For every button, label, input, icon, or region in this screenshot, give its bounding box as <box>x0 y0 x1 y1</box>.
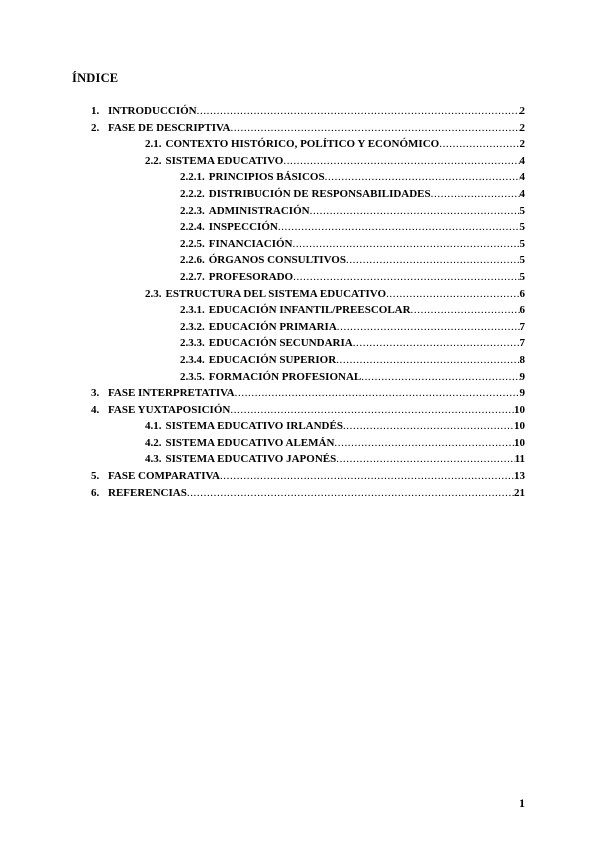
toc-entry-number: 2.3.4. <box>180 353 205 366</box>
toc-entry-title: CONTEXTO HISTÓRICO, POLÍTICO Y ECONÓMICO <box>165 138 440 151</box>
toc-entry[interactable] <box>0 186 600 203</box>
toc-dot-leader <box>431 186 520 203</box>
toc-entry-title: EDUCACIÓN SUPERIOR <box>208 353 337 366</box>
toc-entry[interactable] <box>0 203 600 220</box>
toc-entry-page: 10 <box>514 403 525 416</box>
toc-dot-leader <box>292 236 519 253</box>
toc-dot-leader <box>278 219 520 236</box>
toc-entry-page: 6 <box>519 304 525 317</box>
toc-entry-number: 2.2.7. <box>180 270 205 283</box>
toc-entry[interactable] <box>0 236 600 253</box>
toc-entry-page: 10 <box>514 420 525 433</box>
toc-entry[interactable] <box>0 286 600 303</box>
toc-entry-page: 4 <box>519 154 525 167</box>
toc-entry-page: 5 <box>519 237 525 250</box>
toc-dot-leader <box>220 468 514 485</box>
toc-dot-leader <box>337 319 520 336</box>
toc-entry-page: 21 <box>514 486 525 499</box>
toc-entry-number: 2.1. <box>145 138 162 151</box>
toc-entry[interactable] <box>0 485 600 502</box>
toc-entry[interactable] <box>0 120 600 137</box>
toc-entry-page: 5 <box>519 221 525 234</box>
toc-entry-number: 2.2.1. <box>180 171 205 184</box>
toc-entry[interactable] <box>0 219 600 236</box>
toc-entry-number: 2.2.3. <box>180 204 205 217</box>
toc-entry-number: 1. <box>91 105 100 117</box>
toc-entry-page: 9 <box>519 370 525 383</box>
toc-entry-number: 2.3.3. <box>180 337 205 350</box>
toc-entry[interactable] <box>0 369 600 386</box>
toc-entry-title: PROFESORADO <box>208 270 294 283</box>
toc-entry-number: 2.2.2. <box>180 187 205 200</box>
toc-entry-title: EDUCACIÓN SECUNDARIA <box>208 337 353 350</box>
toc-entry-number: 2.2.6. <box>180 254 205 267</box>
toc-entry-title: FASE COMPARATIVA <box>108 470 220 483</box>
toc-entry[interactable] <box>0 252 600 269</box>
toc-entry-title: DISTRIBUCIÓN DE RESPONSABILIDADES <box>208 187 431 200</box>
toc-entry[interactable] <box>0 451 600 468</box>
toc-entry-number: 3. <box>91 387 100 400</box>
toc-dot-leader <box>439 136 519 153</box>
toc-heading: ÍNDICE <box>72 71 119 85</box>
toc-entry-number: 2.2.4. <box>180 221 205 234</box>
toc-entry-title: EDUCACIÓN INFANTIL/PREESCOLAR <box>208 304 411 317</box>
toc-dot-leader <box>310 203 520 220</box>
toc-entry-title: REFERENCIAS <box>108 486 187 499</box>
toc-entry[interactable] <box>0 169 600 186</box>
toc-dot-leader <box>230 402 514 419</box>
toc-entry-number: 6. <box>91 486 100 499</box>
toc-entry[interactable] <box>0 468 600 485</box>
toc-entry-number: 4.3. <box>145 453 162 466</box>
toc-entry-page: 11 <box>514 453 525 466</box>
toc-entry-number: 4.2. <box>145 436 162 449</box>
page-number: 1 <box>519 796 525 810</box>
toc-entry-page: 7 <box>519 337 525 350</box>
toc-dot-leader <box>334 435 514 452</box>
toc-entry-number: 4. <box>91 403 100 416</box>
toc-entry-title: INTRODUCCIÓN <box>108 105 197 117</box>
toc-entry-title: FASE DE DESCRIPTIVA <box>108 121 231 134</box>
toc-entry-number: 4.1. <box>145 420 162 433</box>
toc-entry[interactable] <box>0 103 600 120</box>
toc-entry[interactable] <box>0 269 600 286</box>
toc-dot-leader <box>346 252 520 269</box>
toc-entry-page: 2 <box>519 121 525 134</box>
toc-dot-leader <box>336 352 519 369</box>
toc-entry-page: 7 <box>519 320 525 333</box>
toc-entry-number: 2. <box>91 121 100 134</box>
toc-dot-leader <box>283 153 519 170</box>
toc-entry-page: 5 <box>519 254 525 267</box>
toc-entry-title: FASE YUXTAPOSICIÓN <box>108 403 231 416</box>
toc-entry[interactable] <box>0 352 600 369</box>
toc-dot-leader <box>361 369 519 386</box>
toc-entry-number: 5. <box>91 470 100 483</box>
toc-entry-number: 2.3.2. <box>180 320 205 333</box>
toc-entry-page: 2 <box>519 138 525 151</box>
toc-entry-page: 4 <box>519 171 525 184</box>
toc-entry[interactable] <box>0 435 600 452</box>
toc-dot-leader <box>187 485 514 502</box>
toc-entry[interactable] <box>0 302 600 319</box>
toc-entry-title: PRINCIPIOS BÁSICOS <box>208 171 325 184</box>
toc-entry-page: 9 <box>519 387 525 400</box>
toc-entry-page: 8 <box>519 353 525 366</box>
toc-entry-number: 2.2.5. <box>180 237 205 250</box>
table-of-contents <box>0 103 600 501</box>
toc-entry-title: FASE INTERPRETATIVA <box>108 387 235 400</box>
toc-dot-leader <box>353 335 520 352</box>
toc-entry-title: SISTEMA EDUCATIVO <box>165 154 284 167</box>
toc-entry-title: FINANCIACIÓN <box>208 237 293 250</box>
toc-entry-number: 2.3.1. <box>180 304 205 317</box>
toc-entry-title: SISTEMA EDUCATIVO ALEMÁN <box>165 436 335 449</box>
toc-entry-title: INSPECCIÓN <box>208 221 278 234</box>
toc-entry[interactable] <box>0 136 600 153</box>
toc-entry-page: 5 <box>519 204 525 217</box>
toc-entry-page: 6 <box>519 287 525 300</box>
toc-entry-page: 10 <box>514 436 525 449</box>
toc-entry-page: 13 <box>514 470 525 483</box>
toc-entry-title: SISTEMA EDUCATIVO JAPONÉS <box>165 453 337 466</box>
toc-entry-number: 2.2. <box>145 154 162 167</box>
toc-dot-leader <box>325 169 520 186</box>
toc-entry-page: 4 <box>519 187 525 200</box>
toc-entry[interactable] <box>0 418 600 435</box>
toc-entry-number: 2.3.5. <box>180 370 205 383</box>
toc-dot-leader <box>336 451 514 468</box>
toc-entry[interactable] <box>0 385 600 402</box>
toc-entry-title: ÓRGANOS CONSULTIVOS <box>208 254 346 267</box>
toc-entry-title: ESTRUCTURA DEL SISTEMA EDUCATIVO <box>165 287 387 300</box>
toc-entry-title: SISTEMA EDUCATIVO IRLANDÉS <box>165 420 343 433</box>
toc-entry[interactable] <box>0 319 600 336</box>
toc-dot-leader <box>343 418 514 435</box>
toc-dot-leader <box>230 120 519 137</box>
toc-entry-title: FORMACIÓN PROFESIONAL <box>208 370 362 383</box>
toc-entry-title: EDUCACIÓN PRIMARIA <box>208 320 337 333</box>
toc-entry[interactable] <box>0 402 600 419</box>
toc-dot-leader <box>386 286 519 303</box>
toc-dot-leader <box>197 103 520 120</box>
toc-entry-page: 2 <box>519 105 525 117</box>
toc-entry[interactable] <box>0 153 600 170</box>
toc-entry[interactable] <box>0 335 600 352</box>
toc-dot-leader <box>293 269 519 286</box>
toc-entry-title: ADMINISTRACIÓN <box>208 204 310 217</box>
toc-dot-leader <box>235 385 520 402</box>
toc-entry-number: 2.3. <box>145 287 162 300</box>
toc-entry-page: 5 <box>519 270 525 283</box>
toc-dot-leader <box>411 302 520 319</box>
